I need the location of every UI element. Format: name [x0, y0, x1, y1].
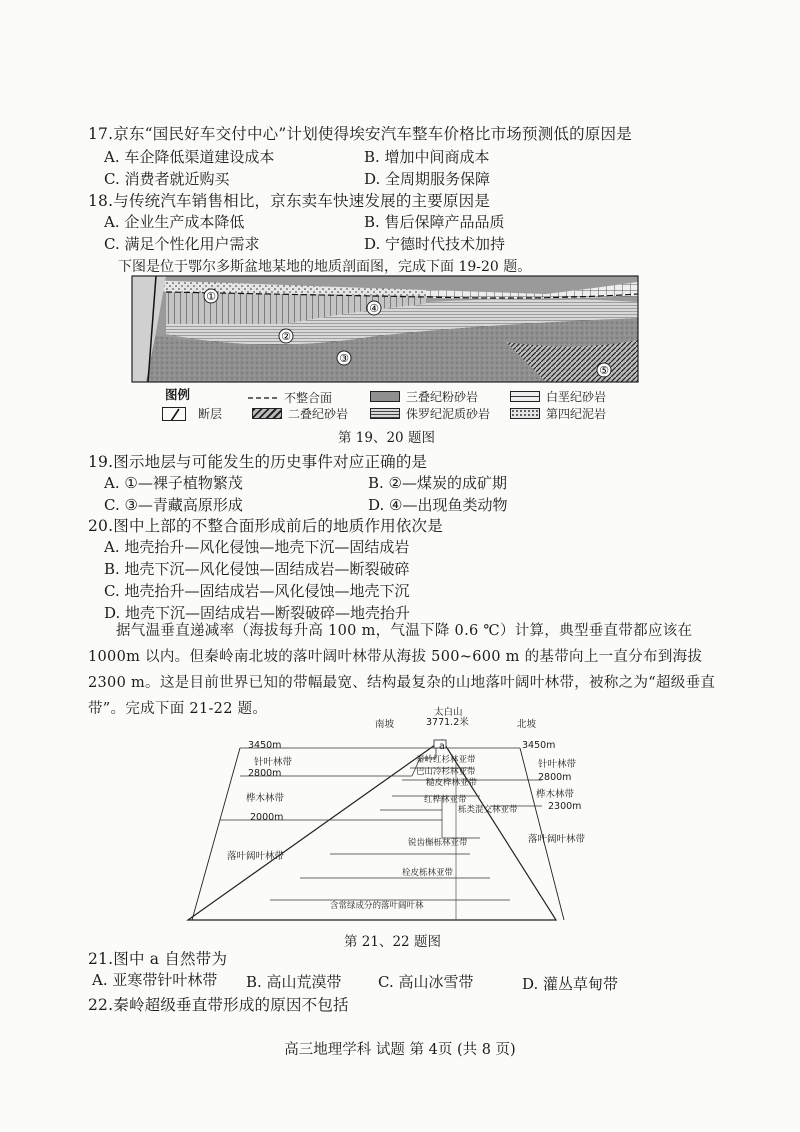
- q19-option-b: B. ②—煤炭的成矿期: [368, 474, 508, 492]
- quaternary-swatch: [510, 408, 540, 419]
- legend-unconformity: [248, 389, 332, 406]
- jurassic-swatch: [370, 408, 400, 419]
- mountain-figure-caption: 第 21、22 题图: [344, 934, 441, 950]
- q17-option-a: A. 车企降低渠道建设成本: [104, 148, 275, 166]
- north-slope-label: 北坡: [517, 719, 537, 730]
- label-2: ②: [281, 330, 291, 343]
- label-3: ③: [339, 352, 349, 365]
- left-2000-label: 2000m: [250, 812, 284, 823]
- q21-option-b: B. 高山荒漠带: [246, 973, 342, 991]
- q22-stem: 22.秦岭超级垂直带形成的原因不包括: [88, 996, 349, 1014]
- label-1: ①: [206, 290, 216, 303]
- legend-cretaceous: [510, 388, 606, 405]
- legend-permian-label: 二叠纪砂岩: [288, 407, 349, 421]
- left-birch-label: 桦木林带: [246, 793, 285, 804]
- label-5: ⑤: [599, 364, 609, 377]
- left-conifer-label: 针叶林带: [254, 757, 293, 768]
- unconformity-line-icon: [248, 393, 278, 403]
- geo-section-diagram: [126, 272, 646, 387]
- triassic-swatch: [370, 391, 400, 402]
- legend-jurassic-label: 侏罗纪泥质砂岩: [406, 407, 491, 421]
- q18-option-b: B. 售后保障产品品质: [364, 213, 505, 231]
- left-3450-label: 3450m: [248, 740, 282, 751]
- legend-permian: [252, 405, 348, 422]
- legend-jurassic: [370, 405, 490, 422]
- q18-option-c: C. 满足个性化用户需求: [104, 235, 260, 253]
- left-2800-label: 2800m: [248, 768, 282, 779]
- q20-stem: 20.图中上部的不整合面形成前后的地质作用依次是: [88, 517, 443, 535]
- q17-option-c: C. 消费者就近购买: [104, 170, 230, 188]
- q18-option-a: A. 企业生产成本降低: [104, 213, 245, 231]
- q20-option-c: C. 地壳抬升—固结成岩—风化侵蚀—地壳下沉: [104, 582, 410, 600]
- q21-option-c: C. 高山冰雪带: [378, 973, 474, 991]
- peak-elevation: 3771.2米: [426, 717, 469, 728]
- intro-19-20: 下图是位于鄂尔多斯盆地某地的地质剖面图，完成下面 19-20 题。: [118, 259, 532, 275]
- legend-title: 图例: [165, 387, 191, 402]
- legend-quaternary-label: 第四纪泥岩: [546, 407, 607, 421]
- q17-option-d: D. 全周期服务保障: [364, 170, 491, 188]
- legend-quaternary: [510, 405, 606, 422]
- cretaceous-swatch: [510, 391, 540, 402]
- q17-option-b: B. 增加中间商成本: [364, 148, 490, 166]
- right-3450-label: 3450m: [522, 740, 556, 751]
- fault-icon: [162, 407, 186, 421]
- zone-rough-birch: 糙皮桦林亚带: [426, 778, 478, 788]
- q20-option-b: B. 地壳下沉—风化侵蚀—固结成岩—断裂破碎: [104, 560, 410, 578]
- q20-option-d: D. 地壳下沉—固结成岩—断裂破碎—地壳抬升: [104, 604, 411, 622]
- intro-21-22: 据气温垂直递减率（海拔每升高 100 m，气温下降 0.6 ℃）计算，典型垂直带都应该在 1000m 以内。但秦岭南北坡的落叶阔叶林带从海拔 500~600 m 的基带向上一直分布到海拔 2300 m。这是目前世界已知的带幅最宽、结构最复杂的山地落叶阔叶林带，被称之为“超级垂直带”。完成下面 21-22 题。: [88, 623, 716, 717]
- legend-triassic-label: 三叠纪粉砂岩: [406, 390, 479, 404]
- south-slope-label: 南坡: [375, 719, 395, 730]
- geo-figure-caption: 第 19、20 题图: [338, 430, 435, 446]
- right-birch-label: 桦木林带: [536, 789, 575, 800]
- q19-option-d: D. ④—出现鱼类动物: [368, 496, 508, 514]
- q17-stem: 17.京东“国民好车交付中心”计划使得埃安汽车整车价格比市场预测低的原因是: [88, 125, 632, 143]
- page-footer: 高三地理学科 试题 第 4页 (共 8 页): [284, 1042, 516, 1058]
- zone-larch: 秦岭红杉林亚带: [416, 755, 476, 765]
- legend-triassic: [370, 388, 478, 405]
- right-deciduous-label: 落叶阔叶林带: [528, 834, 586, 845]
- q19-option-a: A. ①—裸子植物繁茂: [104, 474, 243, 492]
- zone-fir: 巴山冷杉林亚带: [416, 767, 476, 777]
- label-4: ④: [369, 302, 379, 315]
- right-conifer-label: 针叶林带: [538, 759, 577, 770]
- legend-cretaceous-label: 白垩纪砂岩: [546, 390, 607, 404]
- left-deciduous-label: 落叶阔叶林带: [227, 851, 285, 862]
- zone-red-birch: 红桦林亚带: [424, 795, 467, 805]
- zone-sharp-oak: 锐齿槲栎林亚带: [408, 838, 468, 848]
- q18-stem: 18.与传统汽车销售相比，京东卖车快速发展的主要原因是: [88, 192, 491, 210]
- q19-stem: 19.图示地层与可能发生的历史事件对应正确的是: [88, 453, 428, 471]
- q20-option-a: A. 地壳抬升—风化侵蚀—地壳下沉—固结成岩: [104, 538, 410, 556]
- zone-oak-mixed: 栎类混交林亚带: [458, 805, 518, 815]
- legend-fault-label: 断层: [198, 407, 223, 421]
- mountain-zonation-diagram: [180, 738, 580, 926]
- peak-name: 太白山: [434, 707, 463, 718]
- q18-option-d: D. 宁德时代技术加持: [364, 235, 506, 253]
- q19-option-c: C. ③—青藏高原形成: [104, 496, 243, 514]
- q21-option-a: A. 亚寒带针叶林带: [92, 971, 218, 989]
- permian-swatch: [252, 408, 282, 419]
- right-2300-label: 2300m: [548, 801, 582, 812]
- legend-fault: [162, 405, 222, 422]
- zone-a-label: a: [439, 741, 445, 752]
- zone-cork-oak: 栓皮栎林亚带: [402, 868, 454, 878]
- zone-evergreen-mixed: 含常绿成分的落叶阔叶林: [330, 901, 424, 911]
- q21-stem: 21.图中 a 自然带为: [88, 950, 228, 968]
- legend-unconformity-label: 不整合面: [284, 391, 333, 405]
- q21-option-d: D. 灌丛草甸带: [522, 975, 619, 993]
- right-2800-label: 2800m: [538, 772, 572, 783]
